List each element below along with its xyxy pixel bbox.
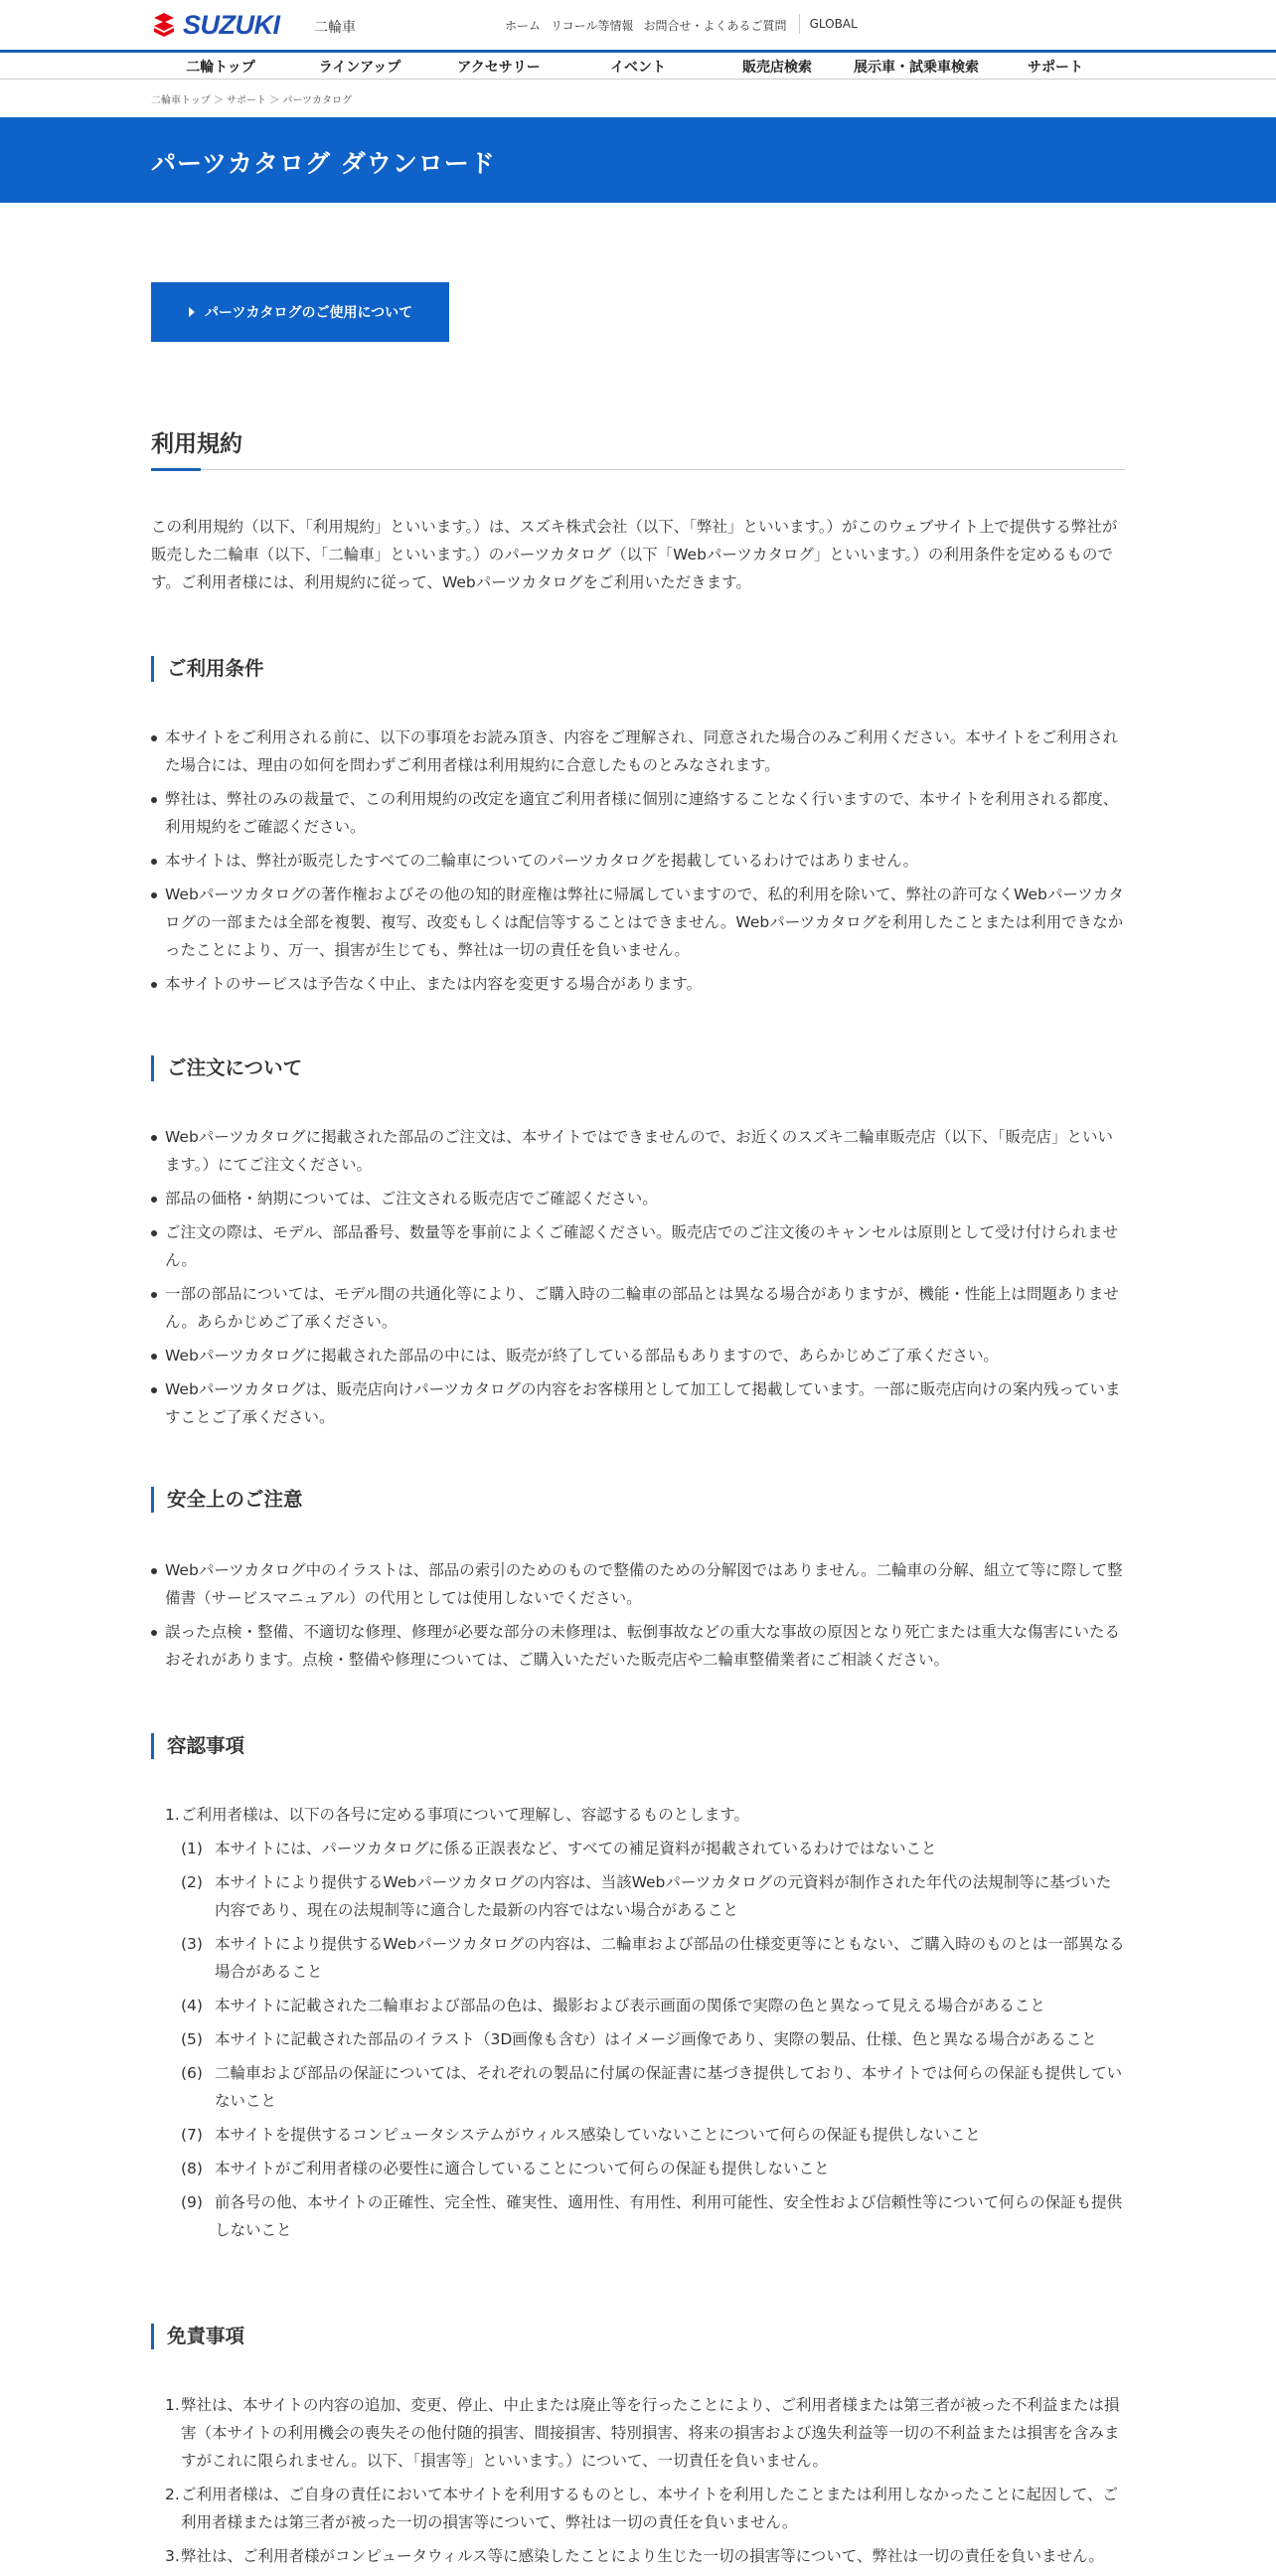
list-item-text: 本サイトには、パーツカタログに係る正誤表など、すべての補足資料が掲載されているわけではないこと — [215, 1840, 937, 1857]
list-number: 2. — [165, 2486, 180, 2503]
list-item: 部品の価格・納期については、ご注文される販売店でご確認ください。 — [151, 1185, 1125, 1212]
list-item — [151, 1835, 1125, 1862]
list-number: (8) — [181, 2160, 203, 2177]
parts-catalog-usage-button[interactable] — [151, 282, 449, 342]
list-item: 本サイトは、弊社が販売したすべての二輪車についてのパーツカタログを掲載しているわけではありません。 — [151, 847, 1125, 875]
list-item: 誤った点検・整備、不適切な修理、修理が必要な部分の未修理は、転倒事故などの重大な事故の原因となり死亡または重大な傷害にいたるおそれがあります。点検・整備や修理については、ご購入いただいた販売店や二輪車整備業者にご相談ください。 — [151, 1618, 1125, 1674]
site-header — [0, 0, 1276, 50]
list-item — [151, 2155, 1125, 2182]
list-item-text: 本サイトを提供するコンピュータシステムがウィルス感染していないことについて何らの保証も提供しないこと — [215, 2126, 981, 2144]
list-item-text: 本サイトにより提供するWebパーツカタログの内容は、二輪車および部品の仕様変更等にともない、ご購入時のものとは一部異なる場合があること — [215, 1935, 1125, 1981]
list-item — [151, 1992, 1125, 2019]
list-item: ご注文の際は、モデル、部品番号、数量等を事前によくご確認ください。販売店でのご注文後のキャンセルは原則として受け付けられません。 — [151, 1218, 1125, 1274]
acknowledgment-list — [151, 1801, 1125, 2250]
utility-nav — [505, 17, 868, 37]
list-item — [151, 1868, 1125, 1924]
list-number: 1. — [165, 2396, 180, 2414]
breadcrumb[interactable]: 二輪車トップ ＞ サポート ＞ パーツカタログ — [151, 95, 353, 106]
list-item: Webパーツカタログ中のイラストは、部品の索引のためのもので整備のための分解図ではありません。二輪車の分解、組立て等に際して整備書（サービスマニュアル）の代用としては使用しないでください。 — [151, 1556, 1125, 1612]
list-item: 弊社は、弊社のみの裁量で、この利用規約の改定を適宜ご利用者様に個別に連絡することなく行いますので、本サイトを利用される都度、利用規約をご確認ください。 — [151, 785, 1125, 841]
main-nav — [0, 53, 1276, 80]
nav-item-accessory[interactable]: アクセサリー — [457, 60, 541, 76]
nav-item-lineup[interactable]: ラインアップ — [318, 60, 401, 76]
terms-divider — [151, 469, 1125, 470]
disclaimer-list — [151, 2391, 1125, 2576]
list-item-text: 本サイトに記載された二輪車および部品の色は、撮影および表示画面の関係で実際の色と異なって見える場合があること — [215, 1997, 1045, 2014]
list-item: Webパーツカタログに掲載された部品の中には、販売が終了している部品もありますので、あらかじめご了承ください。 — [151, 1342, 1125, 1369]
list-number: (3) — [181, 1935, 203, 1953]
list-number: (2) — [181, 1873, 203, 1891]
arrow-right-icon — [189, 307, 195, 317]
list-item: Webパーツカタログの著作権およびその他の知的財産権は弊社に帰属していますので、私的利用を除いて、弊社の許可なくWebパーツカタログの一部または全部を複製、複写、改変もしくは配信等することはできません。Webパーツカタログを利用したことまたは利用できなかったことにより、万一、損害が生じても、弊社は一切の責任を負いません。 — [151, 881, 1125, 964]
list-item-text: 前各号の他、本サイトの正確性、完全性、確実性、適用性、有用性、利用可能性、安全性および信頼性等について何らの保証も提供しないこと — [215, 2193, 1123, 2239]
list-item — [151, 2188, 1125, 2244]
list-item: 一部の部品については、モデル間の共通化等により、ご購入時の二輪車の部品とは異なる場合がありますが、機能・性能上は問題ありません。あらかじめご了承ください。 — [151, 1280, 1125, 1336]
list-item-text: 本サイトに記載された部品のイラスト（3D画像も含む）はイメージ画像であり、実際の製品、仕様、色と異なる場合があること — [215, 2030, 1097, 2048]
utility-link-recall[interactable]: リコール等情報 — [551, 19, 634, 33]
list-item-text: ご利用者様は、ご自身の責任において本サイトを利用するものとし、本サイトを利用したことまたは利用しなかったことに起因して、ご利用者様または第三者が被った一切の損害等について、弊社は一切の責任を負いません。 — [181, 2486, 1119, 2531]
safety-list — [151, 1556, 1125, 1680]
terms-divider-accent — [151, 468, 201, 471]
terms-intro: この利用規約（以下、「利用規約」といいます。）は、スズキ株式会社（以下、「弊社」といいます。）がこのウェブサイト上で提供する弊社が販売した二輪車（以下、「二輪車」といいます。）のパーツカタログ（以下「Webパーツカタログ」といいます。）の利用条件を定めるものです。ご利用者様には、利用規約に従って、Webパーツカタログをご利用いただきます。 — [151, 518, 1118, 591]
list-item-text: 本サイトにより提供するWebパーツカタログの内容は、当該Webパーツカタログの元資料が制作された年代の法規制等に基づいた内容であり、現在の法規制等に適合した最新の内容ではない場合があること — [215, 1873, 1112, 1919]
conditions-heading: ご利用条件 — [151, 656, 264, 682]
acknowledgment-heading: 容認事項 — [151, 1733, 244, 1759]
list-number: (6) — [181, 2064, 203, 2082]
list-item — [151, 1930, 1125, 1986]
safety-heading: 安全上のご注意 — [151, 1487, 303, 1513]
list-item-text: 本サイトがご利用者様の必要性に適合していることについて何らの保証も提供しないこと — [215, 2160, 830, 2177]
list-number: (1) — [181, 1840, 203, 1857]
brand-wordmark: SUZUKI — [183, 10, 280, 40]
nav-item-dealer-search[interactable]: 販売店検索 — [742, 60, 812, 76]
list-item: Webパーツカタログは、販売店向けパーツカタログの内容をお客様用として加工して掲載しています。一部に販売店向けの案内残っていますことご了承ください。 — [151, 1375, 1125, 1431]
nav-item-event[interactable]: イベント — [610, 60, 666, 76]
utility-link-home[interactable]: ホーム — [505, 19, 542, 33]
list-item: 本サイトのサービスは予告なく中止、または内容を変更する場合があります。 — [151, 970, 1125, 998]
utility-link-global[interactable]: GLOBAL — [809, 17, 858, 31]
acknowledgment-lead — [151, 1801, 1125, 1829]
acknowledgment-lead-text: ご利用者様は、以下の各号に定める事項について理解し、容認するものとします。 — [181, 1806, 749, 1824]
list-item: 本サイトをご利用される前に、以下の事項をお読み頂き、内容をご理解され、同意された場合のみご利用ください。本サイトをご利用された場合には、理由の如何を問わずご利用者様は利用規約に合意したものとみなされます。 — [151, 724, 1125, 779]
list-item — [151, 2059, 1125, 2115]
list-number: (9) — [181, 2193, 203, 2211]
conditions-list — [151, 724, 1125, 1004]
suzuki-s-mark-icon — [151, 12, 177, 38]
list-item-text: 二輪車および部品の保証については、それぞれの製品に付属の保証書に基づき提供しており、本サイトでは何らの保証も提供していないこと — [215, 2064, 1123, 2110]
list-item-text: 弊社は、本サイトの内容の追加、変更、停止、中止または廃止等を行ったことにより、ご利用者様または第三者が被った不利益または損害（本サイトの利用機会の喪失その他付随的損害、間接損害、特別損害、将来の損害および逸失利益等一切の不利益または損害を含みますがこれに限られません。以下、「損害等」といいます。）について、一切責任を負いません。 — [181, 2396, 1120, 2470]
orders-list — [151, 1123, 1125, 1437]
orders-heading: ご注文について — [151, 1055, 302, 1081]
usage-button-label: パーツカタログのご使用について — [205, 305, 413, 321]
list-number: (4) — [181, 1997, 203, 2014]
list-item-text: 弊社は、ご利用者様がコンピュータウィルス等に感染したことにより生じた一切の損害等について、弊社は一切の責任を負いません。 — [181, 2547, 1104, 2565]
page-title: パーツカタログ ダウンロード — [151, 149, 496, 178]
list-item — [151, 2121, 1125, 2149]
disclaimer-heading: 免責事項 — [151, 2324, 244, 2349]
list-number: 3. — [165, 2547, 180, 2565]
utility-link-contact[interactable]: お問合せ・よくあるご質問 — [643, 19, 787, 33]
nav-item-motorcycle-top[interactable]: 二輪トップ — [186, 60, 255, 76]
utility-divider — [799, 14, 800, 34]
list-number: (7) — [181, 2126, 203, 2144]
list-number: 1. — [165, 1806, 180, 1824]
nav-item-support[interactable]: サポート — [1028, 60, 1083, 76]
list-item — [151, 2542, 1125, 2570]
page-banner — [0, 117, 1276, 203]
suzuki-logo[interactable] — [151, 12, 280, 38]
list-item — [151, 2481, 1125, 2536]
list-number: (5) — [181, 2030, 203, 2048]
list-item — [151, 2391, 1125, 2475]
terms-heading: 利用規約 — [151, 431, 242, 457]
section-label: 二輪車 — [314, 20, 356, 36]
list-item — [151, 2025, 1125, 2053]
nav-item-test-ride-search[interactable]: 展示車・試乗車検索 — [854, 60, 979, 76]
list-item: Webパーツカタログに掲載された部品のご注文は、本サイトではできませんので、お近くのスズキ二輪車販売店（以下、「販売店」といいます。）にてご注文ください。 — [151, 1123, 1125, 1179]
